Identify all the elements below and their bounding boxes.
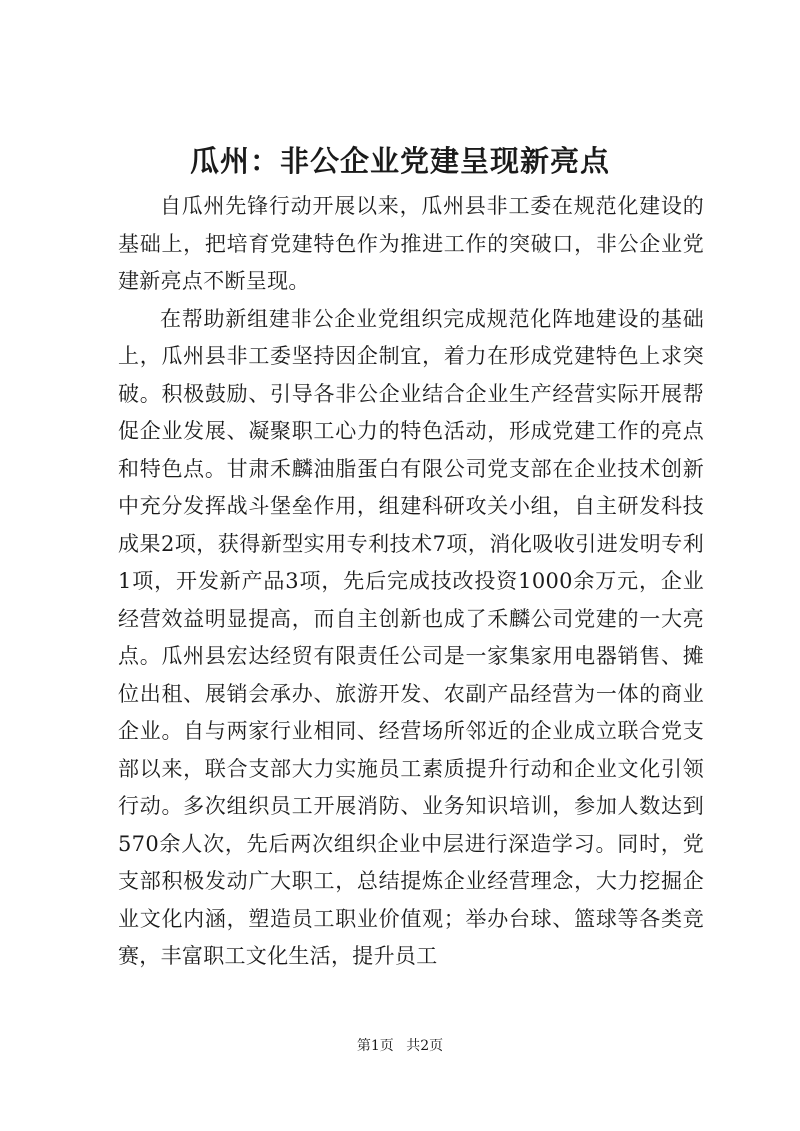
page-number-total: 共2页 bbox=[406, 1038, 444, 1054]
document-body bbox=[118, 188, 704, 976]
page-footer bbox=[0, 1036, 800, 1056]
paragraph-main: 在帮助新组建非公企业党组织完成规范化阵地建设的基础上，瓜州县非工委坚持因企制宜，着力在形成党建特色上求突破。积极鼓励、引导各非公企业结合企业生产经营实际开展帮促企业发展、凝聚职工心力的特色活动，形成党建工作的亮点和特色点。甘肃禾麟油脂蛋白有限公司党支部在企业技术创新中充分发挥战斗堡垒作用，组建科研攻关小组，自主研发科技成果2项，获得新型实用专利技术7项，消化吸收引进发明专利1项，开发新产品3项，先后完成技改投资1000余万元，企业经营效益明显提高，而自主创新也成了禾麟公司党建的一大亮点。瓜州县宏达经贸有限责任公司是一家集家用电器销售、摊位出租、展销会承办、旅游开发、农副产品经营为一体的商业企业。自与两家行业相同、经营场所邻近的企业成立联合党支部以来，联合支部大力实施员工素质提升行动和企业文化引领行动。多次组织员工开展消防、业务知识培训，参加人数达到570余人次，先后两次组织企业中层进行深造学习。同时，党支部积极发动广大职工，总结提炼企业经营理念，大力挖掘企业文化内涵，塑造员工职业价值观；举办台球、篮球等各类竞赛，丰富职工文化生活，提升员工 bbox=[118, 306, 704, 968]
page-number-current: 第1页 bbox=[356, 1038, 394, 1054]
paragraph-intro: 自瓜州先锋行动开展以来，瓜州县非工委在规范化建设的基础上，把培育党建特色作为推进工作的突破口，非公企业党建新亮点不断呈现。 bbox=[118, 194, 704, 293]
document-title: 瓜州：非公企业党建呈现新亮点 bbox=[189, 144, 610, 178]
